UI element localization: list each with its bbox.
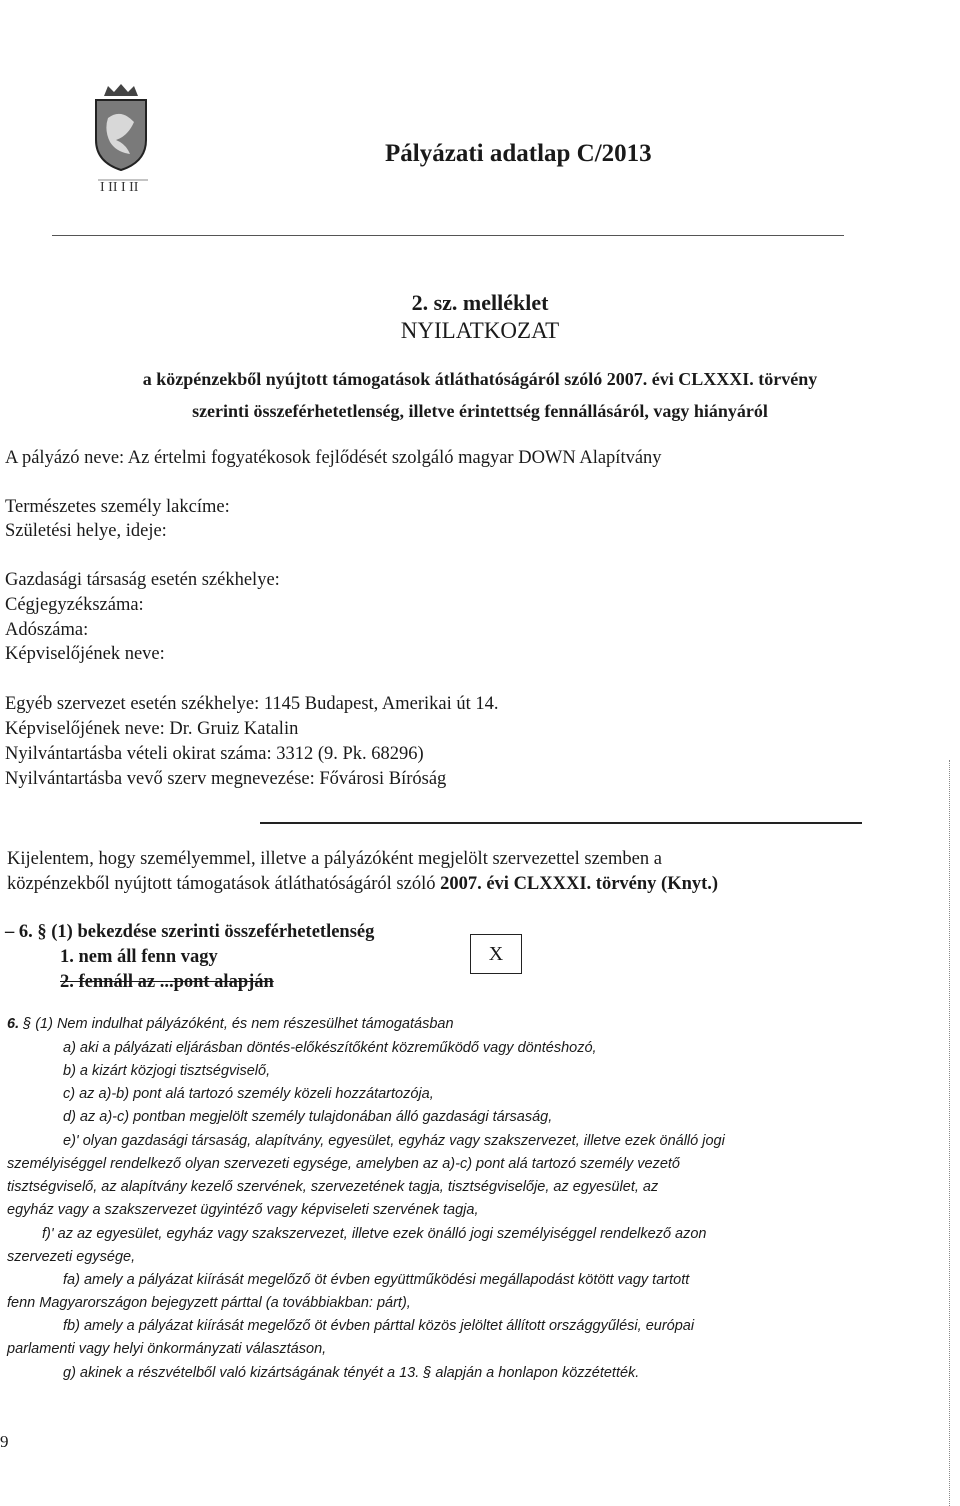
- law-line: tisztségviselő, az alapítvány kezelő szervének, szervezetének tagja, tisztségviselője, az egyesület, az: [7, 1179, 659, 1195]
- document-title: Pályázati adatlap C/2013: [385, 140, 652, 167]
- natural-person-address-field: Természetes személy lakcíme:: [5, 497, 230, 517]
- statement-line-1: Kijelentem, hogy személyemmel, illetve a pályázóként megjelölt szervezettel szemben a: [7, 849, 662, 869]
- law-heading: [7, 1016, 454, 1032]
- law-line: e)' olyan gazdasági társaság, alapítvány, egyesület, egyház vagy szakszervezet, illetve ezek önálló jogi: [63, 1133, 725, 1149]
- law-heading-text: § (1) Nem indulhat pályázóként, és nem részesülhet támogatásban: [19, 1016, 454, 1032]
- header-divider: [52, 235, 844, 236]
- registry-authority-field: Nyilvántartásba vevő szerv megnevezése: Fővárosi Bíróság: [5, 769, 447, 789]
- option-not-applicable: 1. nem áll fenn vagy: [60, 947, 218, 967]
- law-line: g) akinek a részvételből való kizártságának tényét a 13. § alapján a honlapon közzétették.: [63, 1365, 640, 1381]
- company-seat-field: Gazdasági társaság esetén székhelye:: [5, 570, 280, 590]
- organization-seat-field: Egyéb szervezet esetén székhelye: 1145 Budapest, Amerikai út 14.: [5, 694, 499, 714]
- law-line: b) a kizárt közjogi tisztségviselő,: [63, 1063, 271, 1079]
- law-line: fenn Magyarországon bejegyzett párttal (a továbbiakban: párt),: [7, 1295, 411, 1311]
- law-line: fb) amely a pályázat kiírását megelőző öt évben párttal közös jelöltet állított országgyűlési, európai: [63, 1318, 695, 1334]
- logo-text: I II I II: [100, 180, 139, 192]
- checkbox[interactable]: [470, 934, 522, 974]
- declaration-subtitle-line-1: a közpénzekből nyújtott támogatások átláthatóságáról szóló 2007. évi CLXXXI. törvény: [142, 369, 818, 389]
- law-line: a) aki a pályázati eljárásban döntés-előkészítőként közreműködő vagy döntéshozó,: [63, 1040, 597, 1056]
- coat-of-arms-logo: [86, 82, 156, 192]
- applicant-name: A pályázó neve: Az értelmi fogyatékosok fejlődését szolgáló magyar DOWN Alapítvány: [5, 448, 662, 468]
- declaration-subtitle-line-2: szerinti összeférhetetlenség, illetve érintettség fennállásáról, vagy hiányáról: [192, 401, 768, 421]
- declaration-title: NYILATKOZAT: [400, 318, 560, 343]
- checkbox-mark: X: [488, 942, 504, 965]
- birth-place-date-field: Születési helye, ideje:: [5, 521, 167, 541]
- statement-line-2-text: közpénzekből nyújtott támogatások átláthatóságáról szóló: [7, 874, 441, 894]
- law-line: szervezeti egysége,: [7, 1249, 136, 1265]
- law-line: c) az a)-b) pont alá tartozó személy közeli hozzátartozója,: [63, 1086, 434, 1102]
- statement-line-2: [7, 874, 718, 895]
- annex-label: 2. sz. melléklet: [411, 290, 549, 315]
- page-number: 9: [0, 1432, 9, 1451]
- scan-margin-line: [949, 760, 950, 1506]
- law-line: személyiséggel rendelkező olyan szervezeti egysége, amelyben az a)-c) pont alá tartozó személy vezető: [7, 1156, 680, 1172]
- organization-representative-field: Képviselőjének neve: Dr. Gruiz Katalin: [5, 719, 299, 739]
- company-registration-field: Cégjegyzékszáma:: [5, 595, 144, 615]
- tax-number-field: Adószáma:: [5, 620, 89, 640]
- section-divider: [260, 822, 862, 824]
- clause-heading: – 6. § (1) bekezdése szerinti összeférhetetlenség: [5, 922, 375, 942]
- law-line: d) az a)-c) pontban megjelölt személy tulajdonában álló gazdasági társaság,: [63, 1109, 553, 1125]
- law-line: egyház vagy a szakszervezet ügyintéző vagy képviseleti szervének tagja,: [7, 1202, 479, 1218]
- option-applicable-struck: 2. fennáll az ...pont alapján: [60, 972, 274, 992]
- law-heading-number: 6.: [7, 1016, 20, 1032]
- law-line: parlamenti vagy helyi önkormányzati választáson,: [7, 1341, 327, 1357]
- law-line: f)' az az egyesület, egyház vagy szakszervezet, illetve ezek önálló jogi személyiséggel rendelkező azon: [42, 1226, 707, 1242]
- statement-law-reference: 2007. évi CLXXXI. törvény (Knyt.): [440, 874, 719, 894]
- registry-document-field: Nyilvántartásba vételi okirat száma: 3312 (9. Pk. 68296): [5, 744, 424, 764]
- company-representative-field: Képviselőjének neve:: [5, 644, 165, 664]
- law-line: fa) amely a pályázat kiírását megelőző öt évben együttműködési megállapodást kötött vagy tartott: [63, 1272, 690, 1288]
